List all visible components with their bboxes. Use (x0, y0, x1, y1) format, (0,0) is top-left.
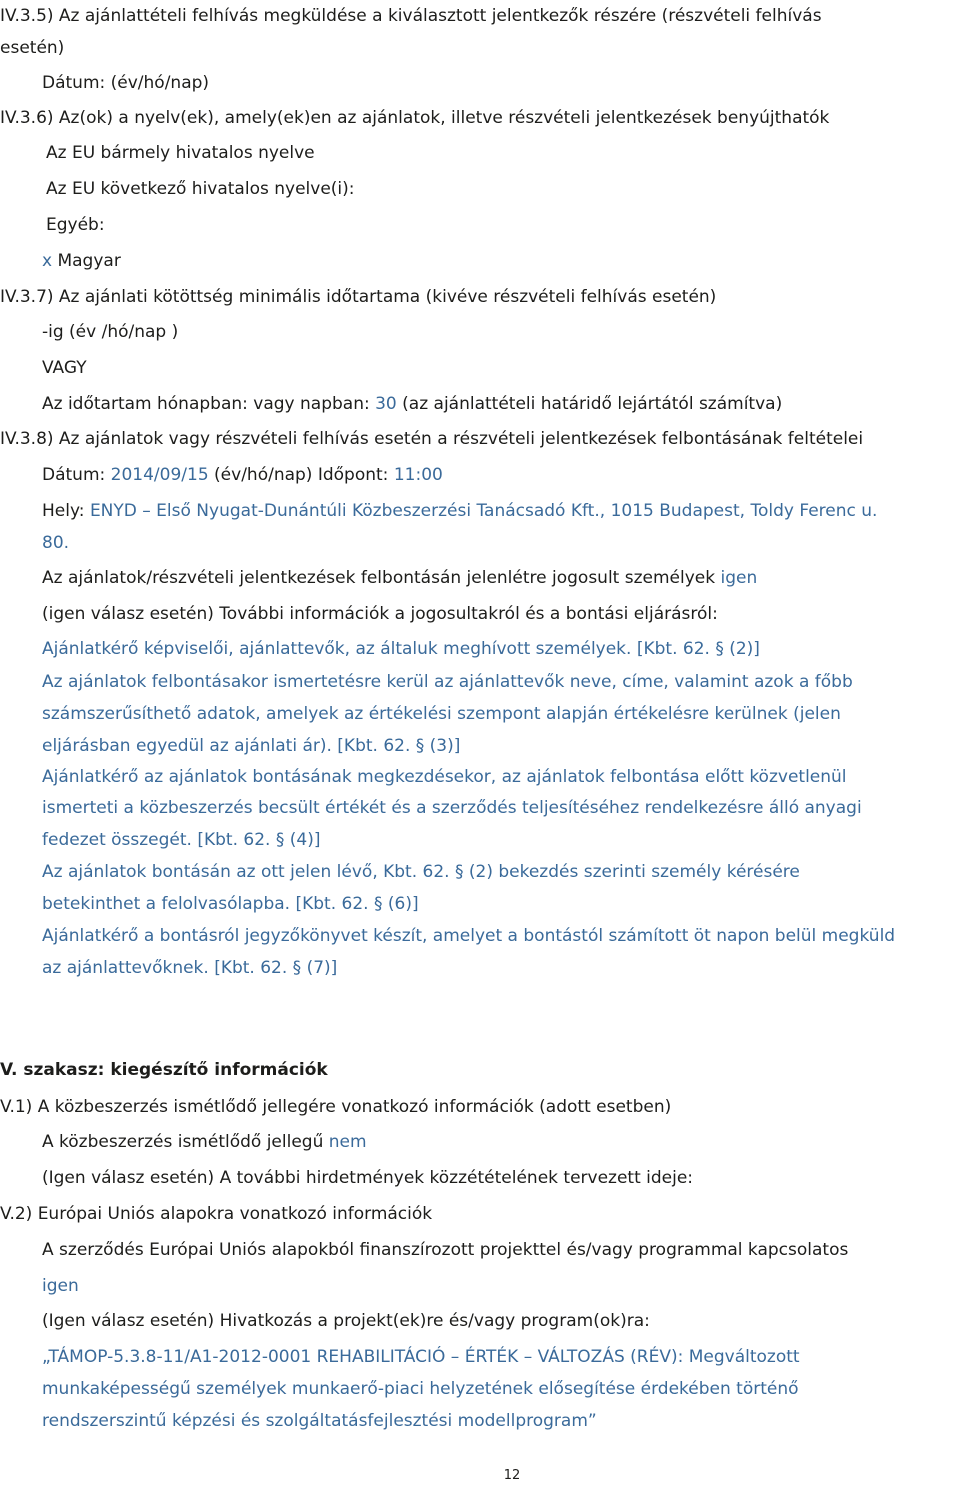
opening-place-value: ENYD – Első Nyugat-Dunántúli Közbeszerzési Tanácsadó Kft. (89, 501, 600, 521)
info-line: számszerűsíthető adatok, amelyek az értékelési szempont alapján értékelésre kerülnek (jelen (42, 704, 841, 724)
language-selected (42, 250, 121, 272)
section-iv-3-6-title: IV.3.6) Az(ok) a nyelv(ek), amely(ek)en az ajánlatok, illetve részvételi jelentkezések benyújthatók (0, 108, 830, 128)
language-value: Magyar (57, 251, 121, 271)
language-option-any-eu: Az EU bármely hivatalos nyelve (46, 143, 315, 163)
section-v-1-title: V.1) A közbeszerzés ismétlődő jellegére vonatkozó információk (adott esetben) (0, 1097, 672, 1117)
info-line: Ajánlatkérő az ajánlatok bontásának megkezdésekor, az ajánlatok felbontása előtt közvetlenül (42, 767, 847, 787)
eu-funds-question: A szerződés Európai Uniós alapokból finanszírozott projekttel és/vagy programmal kapcsolatos (42, 1240, 849, 1260)
opening-date-value: 2014/09/15 (110, 465, 209, 485)
opening-time-value: 11:00 (393, 465, 443, 485)
opening-place-address: , 1015 Budapest, Toldy Ferenc u. (599, 501, 878, 521)
section-iv-3-7-title: IV.3.7) Az ajánlati kötöttség minimális időtartama (kivéve részvételi felhívás esetén) (0, 287, 717, 307)
info-line: betekinthet a felolvasólapba. [Kbt. 62. § (6)] (42, 894, 419, 914)
section-iv-3-8-title: IV.3.8) Az ajánlatok vagy részvételi felhívás esetén a részvételi jelentkezések felbontásának feltételei (0, 429, 864, 449)
info-line: Az ajánlatok bontásán az ott jelen lévő, Kbt. 62. § (2) bekezdés szerinti személy kérésére (42, 862, 800, 882)
eu-funds-reference-label: (Igen válasz esetén) Hivatkozás a projekt(ek)re és/vagy program(ok)ra: (42, 1311, 650, 1331)
attendance-line (42, 567, 757, 589)
recurring-line (42, 1131, 367, 1153)
eu-funds-answer: igen (42, 1276, 79, 1296)
info-line: az ajánlattevőknek. [Kbt. 62. § (7)] (42, 958, 338, 978)
attendance-question: Az ajánlatok/részvételi jelentkezések felbontásán jelenlétre jogosult személyek (42, 568, 716, 588)
opening-place-label: Hely: (42, 501, 85, 521)
info-line: Az ajánlatok felbontásakor ismertetésre kerül az ajánlattevők neve, címe, valamint azok a főbb (42, 672, 853, 692)
recurring-answer: nem (328, 1132, 367, 1152)
info-line: ismerteti a közbeszerzés becsült értékét és a szerződés teljesítéséhez rendelkezésre álló anyagi (42, 798, 862, 818)
opening-date-line (42, 464, 443, 486)
project-line: munkaképességű személyek munkaerő-piaci helyzetének elősegítése érdekében történő (42, 1379, 799, 1399)
attendance-info-question: (igen válasz esetén) További információk a jogosultakról és a bontási eljárásról: (42, 604, 718, 624)
info-line: Ajánlatkérő képviselői, ajánlattevők, az általuk meghívott személyek. [Kbt. 62. § (2)] (42, 639, 760, 659)
validity-duration (42, 393, 782, 415)
project-line: rendszerszintű képzési és szolgáltatásfejlesztési modellprogram” (42, 1411, 597, 1431)
opening-place-address-cont: 80. (42, 533, 70, 553)
attendance-answer: igen (720, 568, 758, 588)
language-option-other: Egyéb: (46, 215, 105, 235)
info-line: Ajánlatkérő a bontásról jegyzőkönyvet készít, amelyet a bontástól számított öt napon belül megküld (42, 926, 896, 946)
duration-label: Az időtartam hónapban: vagy napban: (42, 394, 370, 414)
opening-date-format: (év/hó/nap) Időpont: (214, 465, 389, 485)
recurring-more-info: (Igen válasz esetén) A további hirdetmények közzétételének tervezett ideje: (42, 1168, 694, 1188)
section-iv-3-5-title-line2: esetén) (0, 38, 65, 58)
duration-days: 30 (375, 394, 397, 414)
section-iv-3-5-date: Dátum: (év/hó/nap) (42, 73, 210, 93)
or-separator: VAGY (42, 358, 87, 378)
info-line: eljárásban egyedül az ajánlati ár). [Kbt. 62. § (3)] (42, 736, 461, 756)
recurring-question: A közbeszerzés ismétlődő jellegű (42, 1132, 324, 1152)
opening-date-label: Dátum: (42, 465, 106, 485)
page-number: 12 (503, 1468, 521, 1483)
opening-place-line (42, 500, 877, 522)
checkbox-mark: x (42, 251, 53, 271)
section-v-heading: V. szakasz: kiegészítő információk (0, 1060, 328, 1080)
language-option-specific-eu: Az EU következő hivatalos nyelve(i): (46, 179, 355, 199)
info-line: fedezet összegét. [Kbt. 62. § (4)] (42, 830, 321, 850)
section-iv-3-5-title-line1: IV.3.5) Az ajánlattételi felhívás megküldése a kiválasztott jelentkezők részére (részvételi felhívás (0, 6, 822, 26)
project-line: „TÁMOP-5.3.8-11/A1-2012-0001 REHABILITÁCIÓ – ÉRTÉK – VÁLTOZÁS (RÉV): Megváltozott (42, 1347, 800, 1367)
section-v-2-title: V.2) Európai Uniós alapokra vonatkozó információk (0, 1204, 433, 1224)
duration-note: (az ajánlattételi határidő lejártától számítva) (402, 394, 783, 414)
validity-until-date: -ig (év /hó/nap ) (42, 322, 179, 342)
